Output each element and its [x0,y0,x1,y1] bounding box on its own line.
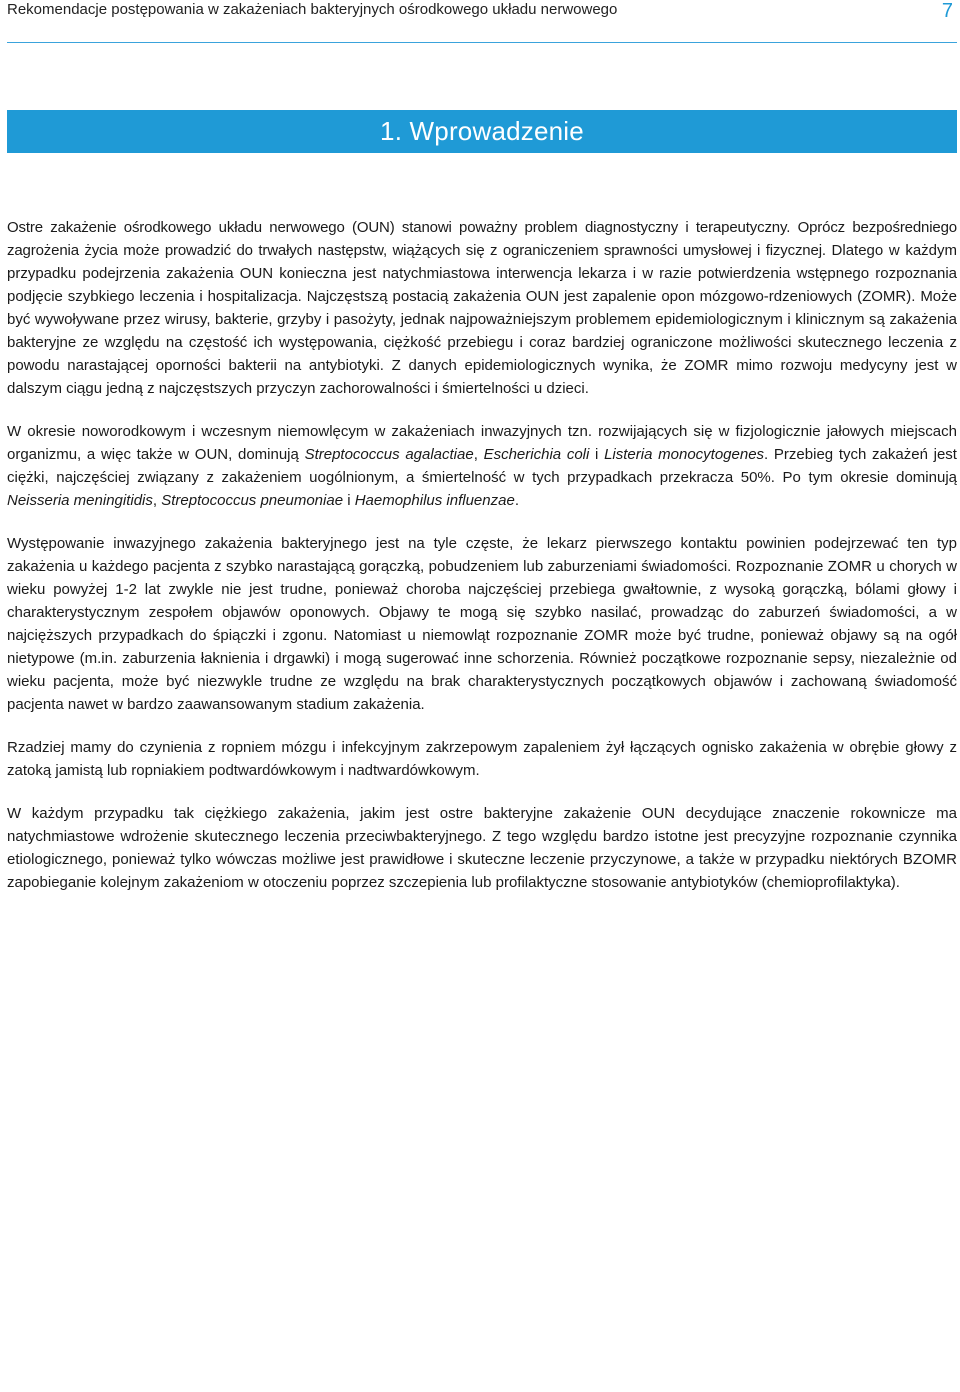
page-number: 7 [941,0,953,22]
species-name: Escherichia coli [483,446,590,463]
text-segment: i [589,446,605,463]
paragraph-introduction [7,216,957,400]
paragraph-treatment: W każdym przypadku tak ciężkiego zakażenia, jakim jest ostre bakteryjne zakażenie OUN decydujące znaczenie rokownicze ma natychmiastowe wdrożenie skutecznego leczenia przeciwbakteryjnego. Z tego względu bardzo istotne jest precyzyjne rozpoznanie czynnika etiologicznego, ponieważ tylko wówczas możliwe jest prawidłowe i skuteczne leczenie przyczynowe, a także w przypadku niektórych BZOMR zapobieganie kolejnym zakażeniom w otoczeniu poprzez szczepienia lub profilaktyczne stosowanie antybiotyków (chemioprofilaktyka). [7,805,957,891]
text-segment: , [152,492,162,509]
paragraph-introduction-part-a: Ostre zakażenie ośrodkowego układu nerwowego (OUN) stanowi poważny problem diagnostyczny i terapeutyczny. Oprócz bezpośredniego zagrożenia życia może prowadzić do trwałych następstw, wiążących się z ograniczeniem sprawności umysłowej i fizycznej. [7,219,957,259]
species-name: Streptococcus agalactiae [304,446,474,463]
text-segment: , [473,446,484,463]
species-name: Neisseria meningitidis [7,492,153,509]
text-segment: i [343,492,355,509]
paragraph-introduction-part-b: Dlatego w każdym przypadku podejrzenia zakażenia OUN konieczna jest natychmiastowa interwencja lekarza i w razie potwierdzenia wstępnego rozpoznania podjęcie szybkiego leczenia i hospitalizacja. Najczęstszą postacią zakażenia OUN jest zapalenie opon mózgowo-rdzeniowych (ZOMR). Może być wywoływane przez wirusy, bakterie, grzyby i pasożyty, jednak najpoważniejszym problemem epidemiologicznym i klinicznym są zakażenia bakteryjne ze względu na częstość ich występowania, ciężkość przebiegu i coraz bardziej ograniczone możliwości skutecznego leczenia z powodu narastającej oporności bakterii na antybiotyki. Z danych epidemiologicznych wynika, że ZOMR mimo rozwoju medycyny jest w dalszym ciągu jedną z najczęstszych przyczyn zachorowalności i śmiertelności u dzieci. [7,242,957,397]
chapter-title: 1. Wprowadzenie [380,116,584,146]
paragraph-brain-abscess: Rzadziej mamy do czynienia z ropniem mózgu i infekcyjnym zakrzepowym zapaleniem żył łączących ognisko zakażenia w obrębie głowy z zatoką jamistą lub ropniakiem podtwardówkowym i nadtwardówkowym. [7,739,957,779]
text-segment: . Przebieg tych zakażeń jest ciężki, najczęściej związany z zakażeniem uogólnionym, a śmiertelność w tych przypadkach przekracza 50%. Po tym okresie dominują [7,446,957,486]
body-text [7,216,957,914]
running-title: Rekomendacje postępowania w zakażeniach bakteryjnych ośrodkowego układu nerwowego [7,1,618,18]
text-segment: W okresie noworodkowym i wczesnym niemowlęcym w zakażeniach inwazyjnych tzn. rozwijających się w fizjologicznie jałowych miejscach organizmu, a więc także w OUN, dominują [7,423,957,463]
species-name: Listeria monocytogenes [604,446,765,463]
chapter-banner [7,110,957,153]
text-segment: . [514,492,519,509]
paragraph-diagnosis: Występowanie inwazyjnego zakażenia bakteryjnego jest na tyle częste, że lekarz pierwszego kontaktu powinien podejrzewać ten typ zakażenia u każdego pacjenta z szybko narastającą gorączką, pobudzeniem lub zaburzeniami świadomości. Rozpoznanie ZOMR u chorych w wieku powyżej 1-2 lat zwykle nie jest trudne, ponieważ choroba najczęściej przebiega gwałtownie, z wysoką gorączką, bólami głowy i charakterystycznym zespołem objawów oponowych. Objawy te mogą się szybko nasilać, prowadząc do zaburzeń świadomości, a w najcięższych przypadkach do śpiączki i zgonu. Natomiast u niemowląt rozpoznanie ZOMR może być trudne, ponieważ objawy są na ogół nietypowe (m.in. zaburzenia łaknienia i drgawki) i mogą sugerować inne schorzenia. Również początkowe rozpoznanie sepsy, niezależnie od wieku pacjenta, może być niezwykle trudne ze względu na brak charakterystycznych początkowych objawów i zachowaną świadomość pacjenta nawet w bardzo zaawansowanym stadium zakażenia. [7,535,957,713]
running-header [7,0,957,43]
paragraph-neonatal-pathogens [7,420,957,512]
species-name: Streptococcus pneumoniae [161,492,344,509]
species-name: Haemophilus influenzae [354,492,515,509]
